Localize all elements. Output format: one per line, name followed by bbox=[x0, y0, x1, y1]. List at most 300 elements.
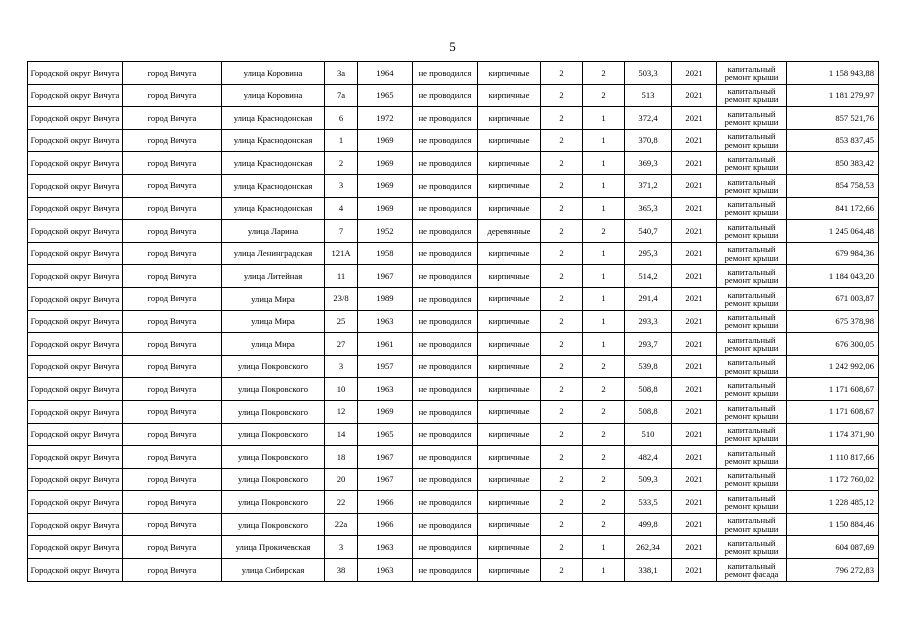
municipality-cell: Городской округ Вичуга bbox=[28, 220, 123, 243]
wall-material-cell: кирпичные bbox=[478, 265, 541, 288]
settlement-cell: город Вичуга bbox=[123, 62, 222, 85]
repair-year-cell: 2021 bbox=[672, 559, 717, 582]
last-repair-cell: не проводился bbox=[413, 355, 478, 378]
street-cell: улица Покровского bbox=[222, 400, 325, 423]
area-cell: 503,3 bbox=[625, 62, 672, 85]
entrances-cell: 1 bbox=[583, 287, 625, 310]
entrances-cell: 2 bbox=[583, 468, 625, 491]
floors-cell: 2 bbox=[541, 287, 583, 310]
house-number-cell: 22 bbox=[325, 491, 358, 514]
work-type-cell: капитальный ремонт крыши bbox=[717, 446, 787, 469]
municipality-cell: Городской округ Вичуга bbox=[28, 265, 123, 288]
table-row bbox=[28, 174, 879, 197]
table-row bbox=[28, 129, 879, 152]
floors-cell: 2 bbox=[541, 220, 583, 243]
build-year-cell: 1969 bbox=[358, 174, 413, 197]
wall-material-cell: кирпичные bbox=[478, 513, 541, 536]
municipality-cell: Городской округ Вичуга bbox=[28, 536, 123, 559]
cost-cell: 1 171 608,67 bbox=[787, 378, 879, 401]
repair-year-cell: 2021 bbox=[672, 333, 717, 356]
wall-material-cell: кирпичные bbox=[478, 468, 541, 491]
municipality-cell: Городской округ Вичуга bbox=[28, 152, 123, 175]
last-repair-cell: не проводился bbox=[413, 378, 478, 401]
work-type-cell: капитальный ремонт крыши bbox=[717, 84, 787, 107]
street-cell: улица Коровина bbox=[222, 84, 325, 107]
street-cell: улица Покровского bbox=[222, 423, 325, 446]
wall-material-cell: кирпичные bbox=[478, 378, 541, 401]
table-row bbox=[28, 446, 879, 469]
municipality-cell: Городской округ Вичуга bbox=[28, 355, 123, 378]
cost-cell: 1 184 043,20 bbox=[787, 265, 879, 288]
floors-cell: 2 bbox=[541, 129, 583, 152]
entrances-cell: 2 bbox=[583, 491, 625, 514]
repair-year-cell: 2021 bbox=[672, 62, 717, 85]
last-repair-cell: не проводился bbox=[413, 423, 478, 446]
street-cell: улица Краснодонская bbox=[222, 129, 325, 152]
settlement-cell: город Вичуга bbox=[123, 536, 222, 559]
municipality-cell: Городской округ Вичуга bbox=[28, 468, 123, 491]
floors-cell: 2 bbox=[541, 84, 583, 107]
street-cell: улица Ленинградская bbox=[222, 242, 325, 265]
area-cell: 291,4 bbox=[625, 287, 672, 310]
repair-year-cell: 2021 bbox=[672, 468, 717, 491]
repair-year-cell: 2021 bbox=[672, 423, 717, 446]
cost-cell: 1 245 064,48 bbox=[787, 220, 879, 243]
house-number-cell: 3а bbox=[325, 62, 358, 85]
work-type-cell: капитальный ремонт крыши bbox=[717, 62, 787, 85]
area-cell: 508,8 bbox=[625, 378, 672, 401]
street-cell: улица Краснодонская bbox=[222, 197, 325, 220]
table-row bbox=[28, 355, 879, 378]
floors-cell: 2 bbox=[541, 491, 583, 514]
wall-material-cell: кирпичные bbox=[478, 536, 541, 559]
area-cell: 338,1 bbox=[625, 559, 672, 582]
repair-year-cell: 2021 bbox=[672, 446, 717, 469]
last-repair-cell: не проводился bbox=[413, 265, 478, 288]
municipality-cell: Городской округ Вичуга bbox=[28, 287, 123, 310]
street-cell: улица Покровского bbox=[222, 513, 325, 536]
housing-registry-table bbox=[27, 61, 879, 582]
wall-material-cell: кирпичные bbox=[478, 84, 541, 107]
entrances-cell: 2 bbox=[583, 513, 625, 536]
repair-year-cell: 2021 bbox=[672, 242, 717, 265]
wall-material-cell: кирпичные bbox=[478, 333, 541, 356]
area-cell: 509,3 bbox=[625, 468, 672, 491]
cost-cell: 1 158 943,88 bbox=[787, 62, 879, 85]
wall-material-cell: кирпичные bbox=[478, 446, 541, 469]
area-cell: 533,5 bbox=[625, 491, 672, 514]
last-repair-cell: не проводился bbox=[413, 559, 478, 582]
area-cell: 262,34 bbox=[625, 536, 672, 559]
work-type-cell: капитальный ремонт крыши bbox=[717, 400, 787, 423]
build-year-cell: 1969 bbox=[358, 129, 413, 152]
last-repair-cell: не проводился bbox=[413, 242, 478, 265]
area-cell: 513 bbox=[625, 84, 672, 107]
last-repair-cell: не проводился bbox=[413, 468, 478, 491]
house-number-cell: 12 bbox=[325, 400, 358, 423]
municipality-cell: Городской округ Вичуга bbox=[28, 107, 123, 130]
house-number-cell: 14 bbox=[325, 423, 358, 446]
settlement-cell: город Вичуга bbox=[123, 400, 222, 423]
area-cell: 369,3 bbox=[625, 152, 672, 175]
build-year-cell: 1966 bbox=[358, 513, 413, 536]
entrances-cell: 1 bbox=[583, 310, 625, 333]
area-cell: 365,3 bbox=[625, 197, 672, 220]
floors-cell: 2 bbox=[541, 197, 583, 220]
repair-year-cell: 2021 bbox=[672, 152, 717, 175]
build-year-cell: 1963 bbox=[358, 536, 413, 559]
entrances-cell: 2 bbox=[583, 220, 625, 243]
entrances-cell: 2 bbox=[583, 62, 625, 85]
table-row bbox=[28, 152, 879, 175]
work-type-cell: капитальный ремонт крыши bbox=[717, 107, 787, 130]
settlement-cell: город Вичуга bbox=[123, 378, 222, 401]
floors-cell: 2 bbox=[541, 513, 583, 536]
floors-cell: 2 bbox=[541, 559, 583, 582]
wall-material-cell: кирпичные bbox=[478, 129, 541, 152]
street-cell: улица Мира bbox=[222, 310, 325, 333]
page-number: 5 bbox=[449, 39, 456, 54]
table-row bbox=[28, 333, 879, 356]
wall-material-cell: кирпичные bbox=[478, 355, 541, 378]
build-year-cell: 1965 bbox=[358, 423, 413, 446]
build-year-cell: 1989 bbox=[358, 287, 413, 310]
house-number-cell: 10 bbox=[325, 378, 358, 401]
cost-cell: 1 110 817,66 bbox=[787, 446, 879, 469]
street-cell: улица Покровского bbox=[222, 446, 325, 469]
street-cell: улица Краснодонская bbox=[222, 152, 325, 175]
build-year-cell: 1967 bbox=[358, 265, 413, 288]
entrances-cell: 1 bbox=[583, 536, 625, 559]
floors-cell: 2 bbox=[541, 152, 583, 175]
cost-cell: 1 174 371,90 bbox=[787, 423, 879, 446]
work-type-cell: капитальный ремонт крыши bbox=[717, 220, 787, 243]
municipality-cell: Городской округ Вичуга bbox=[28, 446, 123, 469]
cost-cell: 853 837,45 bbox=[787, 129, 879, 152]
build-year-cell: 1957 bbox=[358, 355, 413, 378]
wall-material-cell: кирпичные bbox=[478, 197, 541, 220]
wall-material-cell: кирпичные bbox=[478, 174, 541, 197]
area-cell: 540,7 bbox=[625, 220, 672, 243]
house-number-cell: 18 bbox=[325, 446, 358, 469]
last-repair-cell: не проводился bbox=[413, 174, 478, 197]
build-year-cell: 1963 bbox=[358, 559, 413, 582]
settlement-cell: город Вичуга bbox=[123, 197, 222, 220]
table-body bbox=[28, 62, 879, 582]
cost-cell: 604 087,69 bbox=[787, 536, 879, 559]
last-repair-cell: не проводился bbox=[413, 152, 478, 175]
table-row bbox=[28, 400, 879, 423]
settlement-cell: город Вичуга bbox=[123, 107, 222, 130]
floors-cell: 2 bbox=[541, 333, 583, 356]
repair-year-cell: 2021 bbox=[672, 400, 717, 423]
wall-material-cell: кирпичные bbox=[478, 400, 541, 423]
work-type-cell: капитальный ремонт крыши bbox=[717, 197, 787, 220]
table-row bbox=[28, 84, 879, 107]
settlement-cell: город Вичуга bbox=[123, 446, 222, 469]
settlement-cell: город Вичуга bbox=[123, 129, 222, 152]
house-number-cell: 3 bbox=[325, 355, 358, 378]
house-number-cell: 7а bbox=[325, 84, 358, 107]
repair-year-cell: 2021 bbox=[672, 287, 717, 310]
last-repair-cell: не проводился bbox=[413, 107, 478, 130]
street-cell: улица Краснодонская bbox=[222, 107, 325, 130]
area-cell: 293,7 bbox=[625, 333, 672, 356]
work-type-cell: капитальный ремонт крыши bbox=[717, 287, 787, 310]
street-cell: улица Покровского bbox=[222, 378, 325, 401]
repair-year-cell: 2021 bbox=[672, 355, 717, 378]
floors-cell: 2 bbox=[541, 107, 583, 130]
table-row bbox=[28, 378, 879, 401]
municipality-cell: Городской округ Вичуга bbox=[28, 84, 123, 107]
street-cell: улица Ларина bbox=[222, 220, 325, 243]
work-type-cell: капитальный ремонт крыши bbox=[717, 265, 787, 288]
cost-cell: 1 171 608,67 bbox=[787, 400, 879, 423]
work-type-cell: капитальный ремонт крыши bbox=[717, 174, 787, 197]
work-type-cell: капитальный ремонт крыши bbox=[717, 423, 787, 446]
repair-year-cell: 2021 bbox=[672, 84, 717, 107]
cost-cell: 1 150 884,46 bbox=[787, 513, 879, 536]
entrances-cell: 1 bbox=[583, 197, 625, 220]
work-type-cell: капитальный ремонт крыши bbox=[717, 468, 787, 491]
repair-year-cell: 2021 bbox=[672, 129, 717, 152]
table-row bbox=[28, 491, 879, 514]
settlement-cell: город Вичуга bbox=[123, 423, 222, 446]
table-row bbox=[28, 287, 879, 310]
repair-year-cell: 2021 bbox=[672, 513, 717, 536]
house-number-cell: 6 bbox=[325, 107, 358, 130]
repair-year-cell: 2021 bbox=[672, 378, 717, 401]
settlement-cell: город Вичуга bbox=[123, 174, 222, 197]
last-repair-cell: не проводился bbox=[413, 129, 478, 152]
settlement-cell: город Вичуга bbox=[123, 333, 222, 356]
area-cell: 370,8 bbox=[625, 129, 672, 152]
wall-material-cell: кирпичные bbox=[478, 62, 541, 85]
wall-material-cell: кирпичные bbox=[478, 491, 541, 514]
area-cell: 295,3 bbox=[625, 242, 672, 265]
house-number-cell: 4 bbox=[325, 197, 358, 220]
work-type-cell: капитальный ремонт крыши bbox=[717, 333, 787, 356]
street-cell: улица Покровского bbox=[222, 491, 325, 514]
last-repair-cell: не проводился bbox=[413, 536, 478, 559]
street-cell: улица Сибирская bbox=[222, 559, 325, 582]
cost-cell: 1 242 992,06 bbox=[787, 355, 879, 378]
build-year-cell: 1963 bbox=[358, 310, 413, 333]
street-cell: улица Краснодонская bbox=[222, 174, 325, 197]
cost-cell: 1 181 279,97 bbox=[787, 84, 879, 107]
work-type-cell: капитальный ремонт крыши bbox=[717, 536, 787, 559]
repair-year-cell: 2021 bbox=[672, 197, 717, 220]
entrances-cell: 1 bbox=[583, 559, 625, 582]
area-cell: 482,4 bbox=[625, 446, 672, 469]
entrances-cell: 2 bbox=[583, 355, 625, 378]
repair-year-cell: 2021 bbox=[672, 107, 717, 130]
entrances-cell: 1 bbox=[583, 265, 625, 288]
floors-cell: 2 bbox=[541, 265, 583, 288]
work-type-cell: капитальный ремонт крыши bbox=[717, 310, 787, 333]
settlement-cell: город Вичуга bbox=[123, 468, 222, 491]
table-row bbox=[28, 197, 879, 220]
work-type-cell: капитальный ремонт крыши bbox=[717, 355, 787, 378]
municipality-cell: Городской округ Вичуга bbox=[28, 423, 123, 446]
settlement-cell: город Вичуга bbox=[123, 242, 222, 265]
table-row bbox=[28, 468, 879, 491]
area-cell: 510 bbox=[625, 423, 672, 446]
build-year-cell: 1969 bbox=[358, 400, 413, 423]
wall-material-cell: кирпичные bbox=[478, 242, 541, 265]
build-year-cell: 1961 bbox=[358, 333, 413, 356]
municipality-cell: Городской округ Вичуга bbox=[28, 197, 123, 220]
last-repair-cell: не проводился bbox=[413, 333, 478, 356]
floors-cell: 2 bbox=[541, 400, 583, 423]
cost-cell: 850 383,42 bbox=[787, 152, 879, 175]
floors-cell: 2 bbox=[541, 355, 583, 378]
area-cell: 372,4 bbox=[625, 107, 672, 130]
cost-cell: 796 272,83 bbox=[787, 559, 879, 582]
last-repair-cell: не проводился bbox=[413, 84, 478, 107]
municipality-cell: Городской округ Вичуга bbox=[28, 242, 123, 265]
settlement-cell: город Вичуга bbox=[123, 310, 222, 333]
house-number-cell: 3 bbox=[325, 174, 358, 197]
work-type-cell: капитальный ремонт крыши bbox=[717, 152, 787, 175]
area-cell: 293,3 bbox=[625, 310, 672, 333]
work-type-cell: капитальный ремонт крыши bbox=[717, 491, 787, 514]
entrances-cell: 2 bbox=[583, 423, 625, 446]
table-row bbox=[28, 62, 879, 85]
build-year-cell: 1969 bbox=[358, 197, 413, 220]
house-number-cell: 38 bbox=[325, 559, 358, 582]
cost-cell: 854 758,53 bbox=[787, 174, 879, 197]
floors-cell: 2 bbox=[541, 536, 583, 559]
entrances-cell: 2 bbox=[583, 378, 625, 401]
house-number-cell: 2 bbox=[325, 152, 358, 175]
municipality-cell: Городской округ Вичуга bbox=[28, 129, 123, 152]
floors-cell: 2 bbox=[541, 468, 583, 491]
repair-year-cell: 2021 bbox=[672, 220, 717, 243]
street-cell: улица Покровского bbox=[222, 468, 325, 491]
house-number-cell: 7 bbox=[325, 220, 358, 243]
area-cell: 514,2 bbox=[625, 265, 672, 288]
settlement-cell: город Вичуга bbox=[123, 491, 222, 514]
street-cell: улица Литейная bbox=[222, 265, 325, 288]
entrances-cell: 1 bbox=[583, 242, 625, 265]
cost-cell: 671 003,87 bbox=[787, 287, 879, 310]
repair-year-cell: 2021 bbox=[672, 265, 717, 288]
last-repair-cell: не проводился bbox=[413, 62, 478, 85]
table-row bbox=[28, 559, 879, 582]
last-repair-cell: не проводился bbox=[413, 287, 478, 310]
municipality-cell: Городской округ Вичуга bbox=[28, 174, 123, 197]
entrances-cell: 1 bbox=[583, 152, 625, 175]
last-repair-cell: не проводился bbox=[413, 220, 478, 243]
street-cell: улица Коровина bbox=[222, 62, 325, 85]
table-row bbox=[28, 310, 879, 333]
repair-year-cell: 2021 bbox=[672, 491, 717, 514]
build-year-cell: 1964 bbox=[358, 62, 413, 85]
wall-material-cell: кирпичные bbox=[478, 423, 541, 446]
last-repair-cell: не проводился bbox=[413, 491, 478, 514]
entrances-cell: 1 bbox=[583, 174, 625, 197]
cost-cell: 1 228 485,12 bbox=[787, 491, 879, 514]
work-type-cell: капитальный ремонт фасада bbox=[717, 559, 787, 582]
street-cell: улица Прокичевская bbox=[222, 536, 325, 559]
street-cell: улица Покровского bbox=[222, 355, 325, 378]
table-row bbox=[28, 107, 879, 130]
settlement-cell: город Вичуга bbox=[123, 220, 222, 243]
settlement-cell: город Вичуга bbox=[123, 152, 222, 175]
last-repair-cell: не проводился bbox=[413, 513, 478, 536]
house-number-cell: 1 bbox=[325, 129, 358, 152]
municipality-cell: Городской округ Вичуга bbox=[28, 310, 123, 333]
build-year-cell: 1967 bbox=[358, 446, 413, 469]
work-type-cell: капитальный ремонт крыши bbox=[717, 513, 787, 536]
house-number-cell: 11 bbox=[325, 265, 358, 288]
floors-cell: 2 bbox=[541, 62, 583, 85]
table-row bbox=[28, 220, 879, 243]
floors-cell: 2 bbox=[541, 446, 583, 469]
work-type-cell: капитальный ремонт крыши bbox=[717, 378, 787, 401]
wall-material-cell: кирпичные bbox=[478, 559, 541, 582]
floors-cell: 2 bbox=[541, 378, 583, 401]
last-repair-cell: не проводился bbox=[413, 197, 478, 220]
house-number-cell: 27 bbox=[325, 333, 358, 356]
settlement-cell: город Вичуга bbox=[123, 287, 222, 310]
build-year-cell: 1966 bbox=[358, 491, 413, 514]
house-number-cell: 20 bbox=[325, 468, 358, 491]
cost-cell: 1 172 760,02 bbox=[787, 468, 879, 491]
work-type-cell: капитальный ремонт крыши bbox=[717, 242, 787, 265]
last-repair-cell: не проводился bbox=[413, 310, 478, 333]
area-cell: 508,8 bbox=[625, 400, 672, 423]
settlement-cell: город Вичуга bbox=[123, 84, 222, 107]
work-type-cell: капитальный ремонт крыши bbox=[717, 129, 787, 152]
street-cell: улица Мира bbox=[222, 333, 325, 356]
house-number-cell: 3 bbox=[325, 536, 358, 559]
entrances-cell: 2 bbox=[583, 446, 625, 469]
floors-cell: 2 bbox=[541, 423, 583, 446]
last-repair-cell: не проводился bbox=[413, 446, 478, 469]
house-number-cell: 23/8 bbox=[325, 287, 358, 310]
settlement-cell: город Вичуга bbox=[123, 513, 222, 536]
last-repair-cell: не проводился bbox=[413, 400, 478, 423]
wall-material-cell: кирпичные bbox=[478, 152, 541, 175]
build-year-cell: 1952 bbox=[358, 220, 413, 243]
table-row bbox=[28, 513, 879, 536]
wall-material-cell: кирпичные bbox=[478, 310, 541, 333]
build-year-cell: 1972 bbox=[358, 107, 413, 130]
settlement-cell: город Вичуга bbox=[123, 559, 222, 582]
area-cell: 371,2 bbox=[625, 174, 672, 197]
municipality-cell: Городской округ Вичуга bbox=[28, 400, 123, 423]
municipality-cell: Городской округ Вичуга bbox=[28, 333, 123, 356]
settlement-cell: город Вичуга bbox=[123, 355, 222, 378]
area-cell: 539,8 bbox=[625, 355, 672, 378]
cost-cell: 675 378,98 bbox=[787, 310, 879, 333]
build-year-cell: 1958 bbox=[358, 242, 413, 265]
floors-cell: 2 bbox=[541, 242, 583, 265]
house-number-cell: 25 bbox=[325, 310, 358, 333]
build-year-cell: 1969 bbox=[358, 152, 413, 175]
house-number-cell: 121А bbox=[325, 242, 358, 265]
wall-material-cell: кирпичные bbox=[478, 107, 541, 130]
cost-cell: 857 521,76 bbox=[787, 107, 879, 130]
entrances-cell: 2 bbox=[583, 84, 625, 107]
area-cell: 499,8 bbox=[625, 513, 672, 536]
repair-year-cell: 2021 bbox=[672, 174, 717, 197]
entrances-cell: 2 bbox=[583, 400, 625, 423]
entrances-cell: 1 bbox=[583, 129, 625, 152]
municipality-cell: Городской округ Вичуга bbox=[28, 491, 123, 514]
